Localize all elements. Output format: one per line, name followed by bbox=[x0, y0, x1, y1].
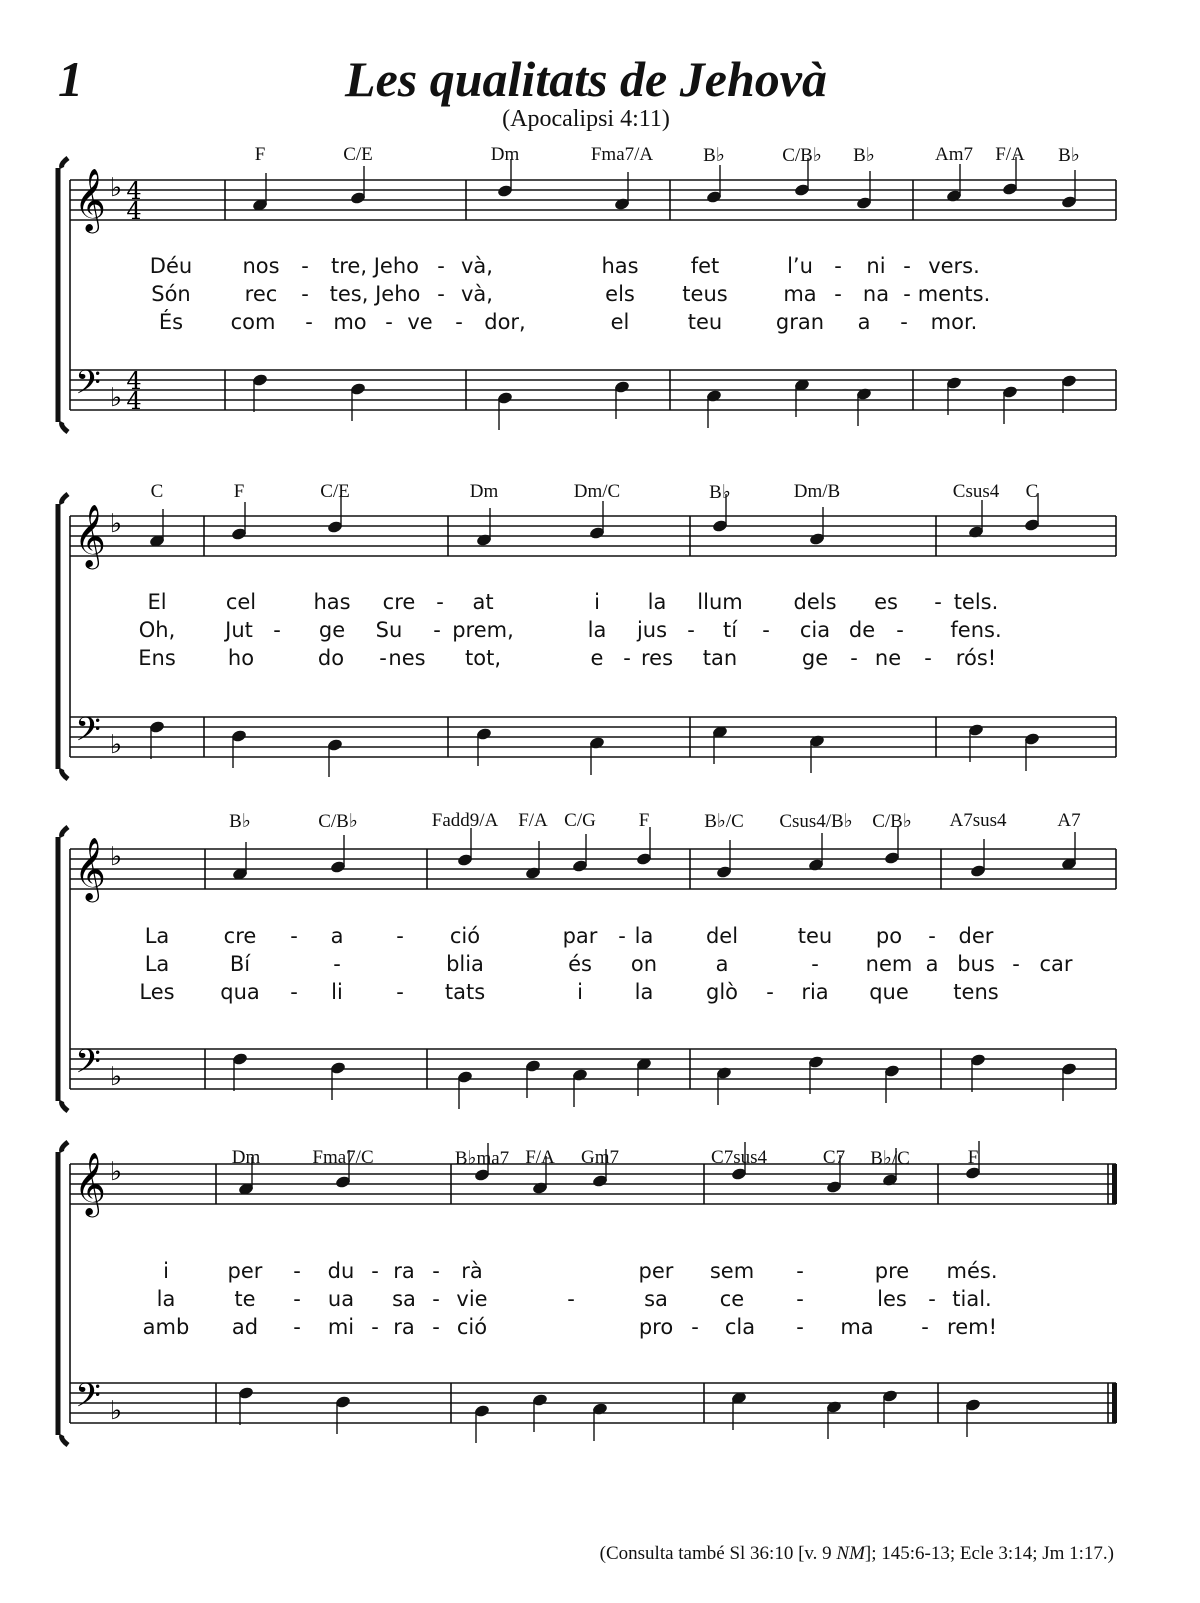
lyric-syllable: El bbox=[147, 590, 167, 614]
lyric-hyphen: - bbox=[293, 1287, 301, 1311]
lyric-syllable: Jut bbox=[225, 618, 253, 642]
treble-clef-icon: 𝄞 bbox=[74, 504, 106, 567]
lyric-syllable: l’u bbox=[787, 254, 813, 278]
lyric-hyphen: - bbox=[379, 646, 387, 670]
lyric-hyphen: - bbox=[762, 618, 770, 642]
bass-staff bbox=[70, 364, 1116, 415]
lyric-syllable: tí bbox=[722, 618, 738, 642]
lyric-syllable: blia bbox=[446, 952, 484, 976]
cross-references bbox=[600, 1543, 1114, 1565]
key-flat-icon: ♭ bbox=[109, 509, 123, 539]
lyric-syllable: ho bbox=[227, 646, 255, 670]
lyric-syllable: teu bbox=[687, 310, 723, 334]
time-signature-top: 4 bbox=[126, 367, 142, 395]
bass-staff bbox=[70, 1043, 1116, 1092]
lyric-syllable: ni bbox=[866, 254, 886, 278]
time-signature-top: 4 bbox=[126, 177, 142, 205]
chord-symbol: C/E bbox=[343, 144, 373, 165]
lyric-syllable: pro bbox=[638, 1315, 674, 1339]
lyric-syllable: ments. bbox=[917, 282, 991, 306]
chord-symbol: B♭ bbox=[1058, 145, 1080, 166]
lyric-syllable: vie bbox=[456, 1287, 488, 1311]
footer-text-post: ]; 145:6-13; Ecle 3:14; Jm 1:17.) bbox=[864, 1543, 1114, 1564]
chord-symbol: F bbox=[254, 144, 266, 165]
lyric-hyphen: - bbox=[796, 1287, 804, 1311]
lyric-syllable: on bbox=[630, 952, 658, 976]
chord-symbol: B♭ bbox=[229, 811, 251, 832]
lyric-hyphen: - bbox=[834, 254, 842, 278]
lyric-syllable: sem bbox=[709, 1259, 755, 1283]
chord-symbol: F bbox=[967, 1147, 979, 1168]
chord-symbol: Fma7/A bbox=[590, 144, 654, 165]
lyric-hyphen: - bbox=[796, 1315, 804, 1339]
bass-clef-icon: 𝄢 bbox=[75, 1043, 101, 1089]
chord-symbol: C/E bbox=[320, 481, 350, 502]
lyric-syllable: dels bbox=[793, 590, 837, 614]
lyric-hyphen: - bbox=[900, 310, 908, 334]
footer-text-pre: (Consulta també Sl 36:10 [v. 9 bbox=[599, 1543, 837, 1564]
lyric-syllable: cre bbox=[382, 590, 416, 614]
lyric-hyphen: - bbox=[928, 924, 936, 948]
key-flat-icon: ♭ bbox=[109, 730, 123, 760]
song-number: 1 bbox=[58, 51, 83, 107]
lyric-syllable: la bbox=[634, 924, 654, 948]
lyric-syllable: glò bbox=[705, 980, 739, 1004]
chord-symbol: C7 bbox=[822, 1147, 846, 1168]
lyric-syllable: nes bbox=[388, 646, 426, 670]
lyric-syllable: a bbox=[925, 952, 939, 976]
time-signature-bottom: 4 bbox=[126, 197, 142, 225]
lyric-syllable: a bbox=[715, 952, 729, 976]
lyric-hyphen: - bbox=[396, 980, 404, 1004]
bass-clef-icon: 𝄢 bbox=[75, 364, 101, 410]
chord-symbol: A7sus4 bbox=[949, 810, 1007, 831]
lyric-hyphen: - bbox=[623, 646, 631, 670]
lyric-hyphen: - bbox=[811, 952, 819, 976]
chord-symbol: Gm7 bbox=[581, 1147, 619, 1168]
key-flat-icon: ♭ bbox=[109, 1157, 123, 1187]
lyric-syllable: do bbox=[317, 646, 345, 670]
treble-staff bbox=[70, 168, 1116, 234]
lyric-syllable: du bbox=[327, 1259, 355, 1283]
chord-symbol: B♭ bbox=[703, 145, 725, 166]
lyric-syllable: ce bbox=[719, 1287, 745, 1311]
lyric-hyphen: - bbox=[903, 254, 911, 278]
chord-symbol: A7 bbox=[1057, 810, 1081, 831]
lyric-syllable: nos bbox=[242, 254, 280, 278]
lyric-syllable: ma bbox=[840, 1315, 874, 1339]
scripture-reference: (Apocalipsi 4:11) bbox=[502, 106, 670, 132]
lyric-syllable: la bbox=[587, 618, 607, 642]
chord-symbol: Dm bbox=[490, 144, 520, 165]
lyric-syllable: ma bbox=[783, 282, 817, 306]
lyric-syllable: per bbox=[638, 1259, 674, 1283]
chord-symbol: B♭/C bbox=[870, 1148, 910, 1169]
lyric-syllable: ve bbox=[407, 310, 433, 334]
key-flat-icon: ♭ bbox=[109, 1396, 123, 1426]
lyric-syllable: el bbox=[610, 310, 630, 334]
lyric-syllable: teu bbox=[797, 924, 833, 948]
lyric-syllable: po bbox=[875, 924, 903, 948]
system-bracket bbox=[58, 1142, 68, 1445]
chord-symbol: Dm/C bbox=[573, 481, 621, 502]
lyric-syllable: Ens bbox=[138, 646, 176, 670]
song-title: Les qualitats de Jehovà bbox=[345, 51, 827, 107]
chord-symbol: F bbox=[233, 481, 245, 502]
lyric-hyphen: - bbox=[385, 310, 393, 334]
lyric-syllable: rós! bbox=[955, 646, 997, 670]
chord-symbol: C bbox=[150, 481, 164, 502]
lyric-syllable: més. bbox=[946, 1259, 998, 1283]
time-signature-bottom: 4 bbox=[126, 387, 142, 415]
lyric-syllable: La bbox=[144, 952, 170, 976]
lyric-hyphen: - bbox=[766, 980, 774, 1004]
lyric-syllable: ra bbox=[393, 1259, 415, 1283]
lyric-syllable: at bbox=[472, 590, 494, 614]
lyric-syllable: pre bbox=[874, 1259, 910, 1283]
lyric-hyphen: - bbox=[928, 1287, 936, 1311]
lyric-syllable: cla bbox=[724, 1315, 756, 1339]
lyric-hyphen: - bbox=[567, 1287, 575, 1311]
lyric-syllable: ció bbox=[456, 1315, 488, 1339]
lyric-syllable: res bbox=[640, 646, 674, 670]
lyric-hyphen: - bbox=[834, 282, 842, 306]
lyric-syllable: els bbox=[605, 282, 635, 306]
chord-symbol: Am7 bbox=[935, 144, 973, 165]
lyric-hyphen: - bbox=[437, 254, 445, 278]
chord-symbol: Fma7/C bbox=[312, 1147, 374, 1168]
lyric-hyphen: - bbox=[293, 1315, 301, 1339]
chord-symbol: F/A bbox=[518, 810, 548, 831]
chord-symbol: C/G bbox=[564, 810, 596, 831]
lyric-syllable: sa bbox=[392, 1287, 416, 1311]
chord-symbol: F bbox=[638, 810, 650, 831]
lyric-syllable: ra bbox=[393, 1315, 415, 1339]
chord-symbol: C/B♭ bbox=[872, 811, 912, 832]
lyric-syllable: Són bbox=[151, 282, 191, 306]
lyric-hyphen: - bbox=[301, 254, 309, 278]
lyric-syllable: i bbox=[577, 980, 583, 1004]
chord-symbol: F/A bbox=[525, 1147, 555, 1168]
chord-symbol: Csus4/B♭ bbox=[779, 811, 853, 832]
lyric-syllable: sa bbox=[644, 1287, 668, 1311]
lyric-syllable: rem! bbox=[947, 1315, 997, 1339]
lyric-hyphen: - bbox=[301, 282, 309, 306]
lyric-syllable: gran bbox=[775, 310, 825, 334]
system-bracket bbox=[58, 827, 68, 1111]
lyric-syllable: que bbox=[869, 980, 909, 1004]
lyric-hyphen: - bbox=[934, 590, 942, 614]
lyric-hyphen: - bbox=[618, 924, 626, 948]
lyric-hyphen: - bbox=[432, 1287, 440, 1311]
lyric-hyphen: - bbox=[691, 1315, 699, 1339]
lyric-syllable: per bbox=[227, 1259, 263, 1283]
lyric-syllable: com bbox=[230, 310, 276, 334]
lyric-syllable: tels. bbox=[953, 590, 999, 614]
lyric-syllable: cel bbox=[225, 590, 257, 614]
chord-symbol: Dm/B bbox=[793, 481, 841, 502]
lyric-syllable: rec bbox=[244, 282, 278, 306]
lyric-syllable: li bbox=[331, 980, 343, 1004]
lyric-syllable: Déu bbox=[149, 254, 193, 278]
lyric-hyphen: - bbox=[290, 924, 298, 948]
lyric-syllable: la bbox=[156, 1287, 176, 1311]
lyric-syllable: mor. bbox=[930, 310, 978, 334]
lyric-hyphen: - bbox=[371, 1315, 379, 1339]
lyric-syllable: has bbox=[313, 590, 351, 614]
chord-symbol: Dm bbox=[469, 481, 499, 502]
lyric-syllable: fens. bbox=[950, 618, 1002, 642]
lyric-syllable: tial. bbox=[952, 1287, 992, 1311]
chord-symbol: B♭/C bbox=[704, 811, 744, 832]
lyric-syllable: les bbox=[877, 1287, 907, 1311]
lyric-hyphen: - bbox=[432, 1315, 440, 1339]
chord-symbol: Fadd9/A bbox=[431, 810, 499, 831]
treble-staff bbox=[70, 837, 1116, 903]
lyric-syllable: na bbox=[862, 282, 890, 306]
bass-clef-icon: 𝄢 bbox=[75, 1377, 101, 1423]
lyric-syllable: tre, Jeho bbox=[331, 254, 419, 278]
lyric-syllable: qua bbox=[220, 980, 260, 1004]
chord-symbol: F/A bbox=[995, 144, 1025, 165]
lyric-syllable: del bbox=[705, 924, 739, 948]
lyric-syllable: mo bbox=[333, 310, 367, 334]
lyric-syllable: cia bbox=[799, 618, 831, 642]
lyric-syllable: La bbox=[144, 924, 170, 948]
lyric-syllable: tats bbox=[444, 980, 486, 1004]
lyric-syllable: teus bbox=[682, 282, 728, 306]
lyric-hyphen: - bbox=[921, 1315, 929, 1339]
lyric-hyphen: - bbox=[396, 924, 404, 948]
lyric-syllable: der bbox=[958, 924, 994, 948]
lyric-hyphen: - bbox=[290, 980, 298, 1004]
lyric-hyphen: - bbox=[432, 1259, 440, 1283]
lyric-syllable: car bbox=[1039, 952, 1073, 976]
lyric-hyphen: - bbox=[896, 618, 904, 642]
lyric-syllable: bus bbox=[957, 952, 995, 976]
treble-clef-icon: 𝄞 bbox=[74, 168, 106, 231]
treble-clef-icon: 𝄞 bbox=[74, 837, 106, 900]
lyric-syllable: fet bbox=[690, 254, 720, 278]
footer-text-em: NM bbox=[836, 1543, 865, 1564]
lyric-syllable: Les bbox=[139, 980, 175, 1004]
lyric-syllable: ua bbox=[327, 1287, 355, 1311]
lyric-syllable: tot, bbox=[465, 646, 501, 670]
lyric-hyphen: - bbox=[1012, 952, 1020, 976]
lyric-syllable: dor, bbox=[484, 310, 526, 334]
chord-symbol: B♭ bbox=[709, 482, 731, 503]
lyric-syllable: e bbox=[590, 646, 604, 670]
lyric-hyphen: - bbox=[433, 618, 441, 642]
key-flat-icon: ♭ bbox=[109, 842, 123, 872]
chord-symbol: Dm bbox=[231, 1147, 261, 1168]
lyric-syllable: Bí bbox=[229, 952, 251, 976]
lyric-syllable: jus bbox=[636, 618, 668, 642]
chord-symbol: Csus4 bbox=[952, 481, 1000, 502]
lyric-syllable: Oh, bbox=[138, 618, 176, 642]
lyric-syllable: prem, bbox=[452, 618, 514, 642]
chord-symbol: C bbox=[1025, 481, 1039, 502]
chord-symbol: B♭ma7 bbox=[454, 1148, 510, 1169]
lyric-hyphen: - bbox=[333, 952, 341, 976]
lyric-hyphen: - bbox=[455, 310, 463, 334]
lyric-syllable: i bbox=[163, 1259, 169, 1283]
lyric-hyphen: - bbox=[293, 1259, 301, 1283]
bass-staff bbox=[70, 711, 1116, 760]
lyric-hyphen: - bbox=[371, 1259, 379, 1283]
lyric-syllable: es bbox=[874, 590, 898, 614]
lyric-syllable: a bbox=[857, 310, 871, 334]
lyric-syllable: és bbox=[568, 952, 592, 976]
final-barline-thick bbox=[1112, 1383, 1117, 1423]
key-flat-icon: ♭ bbox=[109, 383, 123, 413]
lyric-hyphen: - bbox=[436, 590, 444, 614]
lyric-hyphen: - bbox=[305, 310, 313, 334]
lyric-hyphen: - bbox=[437, 282, 445, 306]
final-barline-thick bbox=[1112, 1164, 1117, 1204]
system-bracket bbox=[58, 494, 68, 779]
lyric-syllable: rà bbox=[461, 1259, 483, 1283]
lyric-syllable: vers. bbox=[928, 254, 980, 278]
lyric-syllable: cre bbox=[223, 924, 257, 948]
lyric-syllable: ció bbox=[449, 924, 481, 948]
lyric-syllable: ad bbox=[231, 1315, 259, 1339]
lyric-syllable: tens bbox=[953, 980, 999, 1004]
system-bracket bbox=[58, 158, 68, 432]
lyric-syllable: ge bbox=[801, 646, 829, 670]
lyric-syllable: par bbox=[562, 924, 598, 948]
chord-symbol: C/B♭ bbox=[318, 811, 358, 832]
treble-clef-icon: 𝄞 bbox=[74, 1152, 106, 1215]
lyric-syllable: Su bbox=[375, 618, 403, 642]
lyric-syllable: và, bbox=[461, 254, 493, 278]
lyric-syllable: la bbox=[634, 980, 654, 1004]
key-flat-icon: ♭ bbox=[109, 1062, 123, 1092]
lyric-hyphen: - bbox=[903, 282, 911, 306]
lyric-syllable: và, bbox=[461, 282, 493, 306]
bass-clef-icon: 𝄢 bbox=[75, 711, 101, 757]
key-flat-icon: ♭ bbox=[109, 173, 123, 203]
lyric-hyphen: - bbox=[273, 618, 281, 642]
lyric-syllable: la bbox=[647, 590, 667, 614]
lyric-syllable: llum bbox=[697, 590, 743, 614]
lyric-syllable: ria bbox=[801, 980, 829, 1004]
lyric-syllable: has bbox=[601, 254, 639, 278]
lyric-syllable: i bbox=[594, 590, 600, 614]
lyric-syllable: nem bbox=[865, 952, 913, 976]
lyric-syllable: a bbox=[330, 924, 344, 948]
lyric-syllable: És bbox=[158, 310, 184, 334]
lyric-syllable: ge bbox=[318, 618, 346, 642]
lyric-hyphen: - bbox=[850, 646, 858, 670]
lyric-hyphen: - bbox=[687, 618, 695, 642]
chord-symbol: C/B♭ bbox=[782, 145, 822, 166]
lyric-syllable: ne bbox=[874, 646, 902, 670]
chord-symbol: C7sus4 bbox=[711, 1147, 767, 1168]
lyric-syllable: tan bbox=[702, 646, 738, 670]
lyric-syllable: mi bbox=[327, 1315, 355, 1339]
lyric-syllable: te bbox=[234, 1287, 256, 1311]
chord-symbol: B♭ bbox=[853, 145, 875, 166]
lyric-syllable: tes, Jeho bbox=[329, 282, 421, 306]
lyric-hyphen: - bbox=[796, 1259, 804, 1283]
lyric-hyphen: - bbox=[924, 646, 932, 670]
lyric-syllable: amb bbox=[142, 1315, 190, 1339]
lyric-syllable: de bbox=[848, 618, 876, 642]
